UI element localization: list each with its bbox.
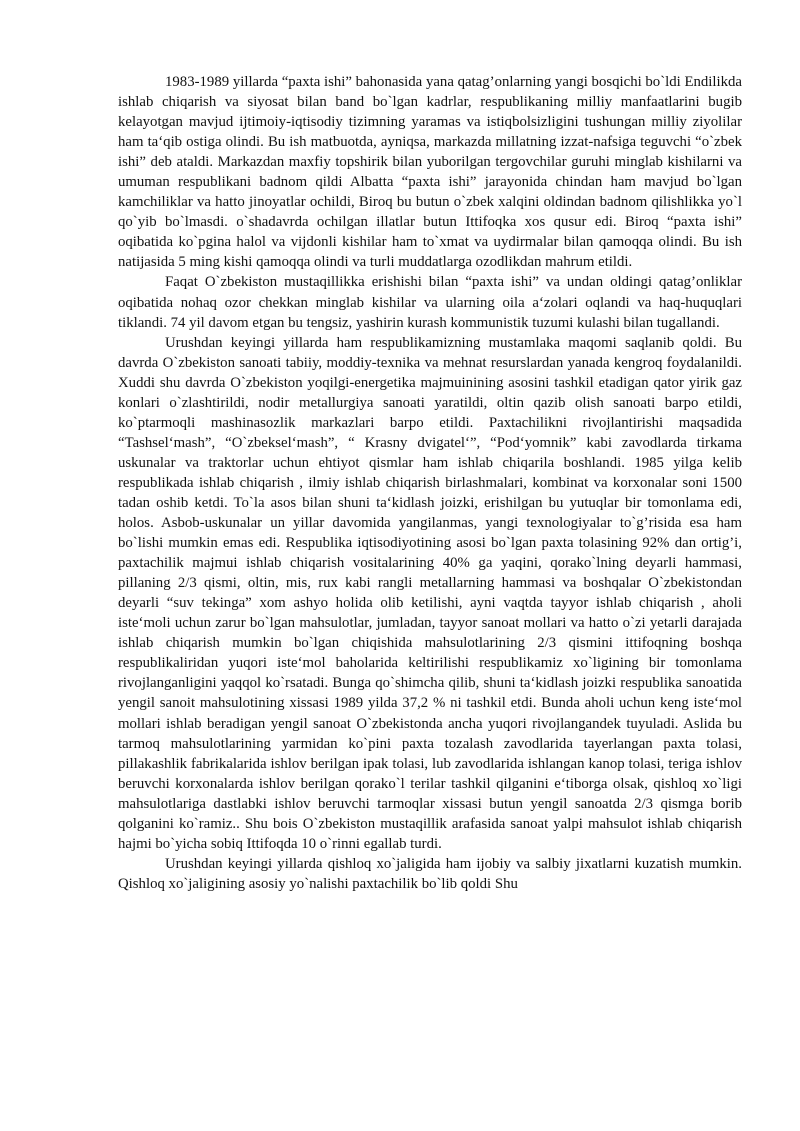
- document-page: [118, 72, 742, 894]
- paragraph-paxta-ishi: 1983-1989 yillarda “paxta ishi” bahonasida yana qatag’onlarning yangi bosqichi bo`ldi Endilikda ishlab chiqarish va siyosat bilan band bo`lgan kadrlar, respublikaning milliy manfaatlarini bugib kelayotgan mavjud ijtimoiy-iqtisodiy tizimning yaramas va istiqbolsizligini tushungan milliy ziyolilar ham ta‘qib ostiga olindi. Bu ish matbuotda, ayniqsa, markazda millatning izzat-nafsiga teguvchi “o`zbek ishi” deb ataldi. Markazdan maxfiy topshirik bilan yuborilgan tergovchilar guruhi minglab kishilarni va umuman respublikani badnom qildi Albatta “paxta ishi” jarayonida chindan ham mavjud bo`lgan kamchiliklar va hatto jinoyatlar ochildi, Biroq bu butun o`zbek xalqini oldindan badnom qilishlikka yo`l qo`yib bo`lmasdi. o`shadavrda ochilgan illatlar butun Ittifoqka xos qusur edi. Biroq “paxta ishi” oqibatida ko`pgina halol va vijdonli kishilar ham to`xmat va uydirmalar bilan qamoqqa olindi. Bu ish natijasida 5 ming kishi qamoqqa olindi va turli muddatlarga ozodlikdan mahrum etildi.: [118, 74, 742, 271]
- paragraph-postwar-agriculture: Urushdan keyingi yillarda qishloq xo`jaligida ham ijobiy va salbiy jixatlarni kuzatish mumkin. Qishloq xo`jaligining asosiy yo`nalishi paxtachilik bo`lib qoldi Shu: [118, 855, 742, 892]
- paragraph-postwar-industry: Urushdan keyingi yillarda ham respublikamizning mustamlaka maqomi saqlanib qoldi. Bu davrda O`zbekiston sanoati tabiiy, moddiy-texnika va mehnat resurslardan yanada kengroq foydalanildi. Xuddi shu davrda O`zbekiston yoqilgi-energetika majmuinining asosini tashkil etadigan qator yirik gaz konlari o`zlashtirildi, nodir metallurgiya sanoati yaratildi, oltin qazib olish sanoati barpo etildi, ko`ptarmoqli mashinasozlik markazlari barpo etildi. Paxtachilikni rivojlantirishi maqsadida “Tashsel‘mash”, “O`zbeksel‘mash”, “ Krasny dvigatel‘”, “Pod‘yomnik” kabi zavodlarda tirkama uskunalar va traktorlar uchun ehtiyot qismlar ham ishlab chiqarila boshlandi. 1985 yilga kelib respublikada ishlab chiqarish , ilmiy ishlab chiqarish birlashmalari, kombinat va korxonalar soni 1500 tadan oshib ketdi. To`la asos bilan shuni ta‘kidlash joizki, erishilgan bu yutuqlar bir tomonlama edi, holos. Asbob-uskunalar un yillar davomida yangilanmas, yangi texnologiyalar to`g’risida esa ham bo`lishi mumkin emas edi. Respublika iqtisodiyotining asosi bo`lgan paxta tolasining 92% dan ortig’i, paxtachilik majmui ishlab chiqarish vositalarining 40% ga yaqini, qorako`lning deyarli hammasi, pillaning 2/3 qismi, oltin, mis, rux kabi rangli metallarning hammasi va boshqalar O`zbekistondan deyarli “suv tekinga” xom ashyo holida olib ketilishi, ayni vaqtda tayyor ishlab chiqarish , aholi iste‘moli uchun zarur bo`lgan mahsulotlar, jumladan, tayyor sanoat mollari va hatto o`zi yetarli darajada ishlab chiqarish mumkin bo`lgan chiqishida mahsulotlarining 2/3 qismini ittifoqning boshqa respublikaliridan yuqori iste‘mol baholarida keltirilishi respublikamiz xo`ligining bir tomonlama rivojlanganligini yaqqol ko`rsatadi. Bunga qo`shimcha qilib, shuni ta‘kidlash joizki respublika sanoatida yengil sanoit mahsulotining xissasi 1989 yilda 37,2 % ni tashkil etdi. Bunda aholi uchun keng iste‘mol mollari ishlab beradigan yengil sanoat O`zbekistonda ancha yuqori rivojlangandek tuyuladi. Aslida bu tarmoq mahsulotlarining yarmidan ko`pini paxta tozalash zavodlarida tayerlangan paxta tolasi, pillakashlik fabrikalarida ishlov berilgan ipak tolasi, lub zavodlarida ishlangan kanop tolasi, teriga ishlov beruvchi korxonalarda ishlov berilgan qorako`l terilar tashkil qilganini e‘tiborga olsak, qishloq xo`ligi mahsulotlariga dastlabki ishlov beruvchi tarmoqlar xissasi butun yengil sanoatda 2/3 qismga borib qolganini ko`ramiz.. Shu bois O`zbekiston mustaqillik arafasida sanoat yalpi mahsulot ishlab chiqarish hajmi bo`yicha sobiq Ittifoqda 10 o`rinni egallab turdi.: [118, 334, 742, 852]
- paragraph-independence: Faqat O`zbekiston mustaqillikka erishishi bilan “paxta ishi” va undan oldingi qatag’onliklar oqibatida nohaq ozor chekkan minglab kishilar va ularning oila a‘zolari oqlandi va haq-huquqlari tiklandi. 74 yil davom etgan bu tengsiz, yashirin kurash kommunistik tuzumi kulashi bilan tugallandi.: [118, 274, 742, 331]
